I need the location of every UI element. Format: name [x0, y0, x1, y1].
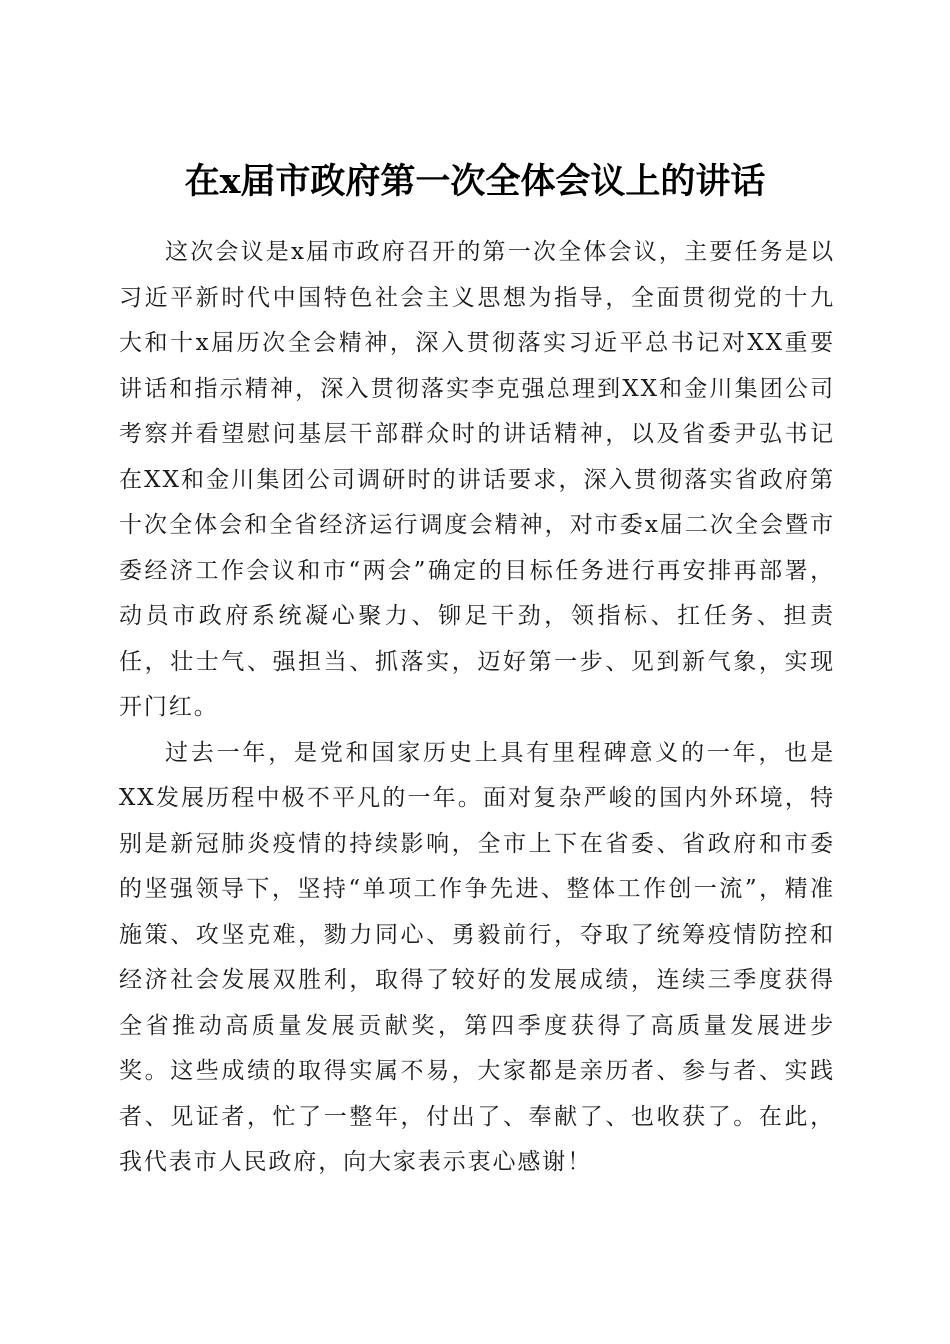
paragraph-1: 这次会议是x届市政府召开的第一次全体会议，主要任务是以习近平新时代中国特色社会主义思想为指导，全面贯彻党的十九大和十x届历次全会精神，深入贯彻落实习近平总书记对XX重要讲话和指示精神，深入贯彻落实李克强总理到XX和金川集团公司考察并看望慰问基层干部群众时的讲话精神，以及省委尹弘书记在XX和金川集团公司调研时的讲话要求，深入贯彻落实省政府第十次全体会和全省经济运行调度会精神，对市委x届二次全会暨市委经济工作会议和市“两会”确定的目标任务进行再安排再部署，动员市政府系统凝心聚力、铆足干劲，领指标、扛任务、担责任，壮士气、强担当、抓落实，迈好第一步、见到新气象，实现开门红。: [119, 239, 835, 720]
document-body: [119, 230, 835, 1186]
document-title: 在x届市政府第一次全体会议上的讲话: [184, 161, 766, 203]
paragraph-2: 过去一年，是党和国家历史上具有里程碑意义的一年，也是XX发展历程中极不平凡的一年。面对复杂严峻的国内外环境，特别是新冠肺炎疫情的持续影响，全市上下在省委、省政府和市委的坚强领导下，坚持“单项工作争先进、整体工作创一流”，精准施策、攻坚克难，勠力同心、勇毅前行，夺取了统筹疫情防控和经济社会发展双胜利，取得了较好的发展成绩，连续三季度获得全省推动高质量发展贡献奖，第四季度获得了高质量发展进步奖。这些成绩的取得实属不易，大家都是亲历者、参与者、实践者、见证者，忙了一整年，付出了、奉献了、也收获了。在此，我代表市人民政府，向大家表示衷心感谢！: [119, 739, 835, 1175]
